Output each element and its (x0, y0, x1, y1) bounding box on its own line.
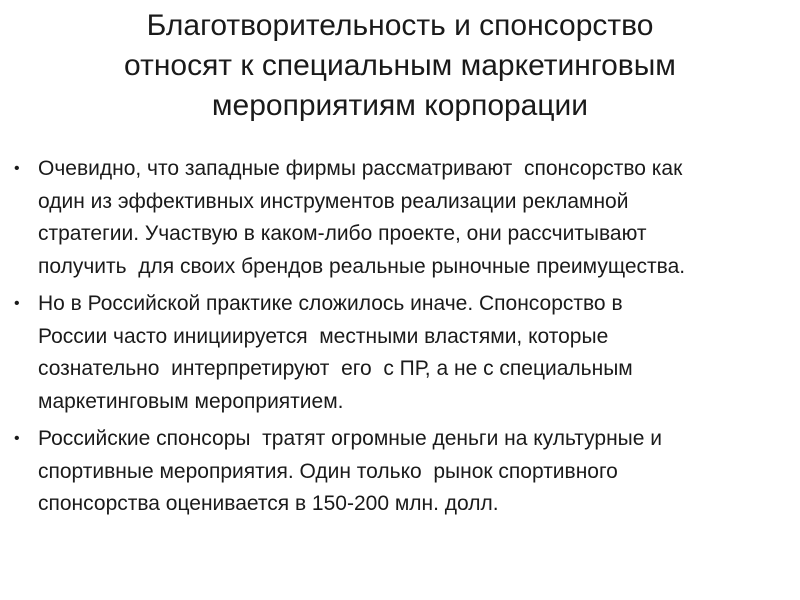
bullet-list (12, 153, 787, 526)
title-line: Благотворительность и спонсорство (146, 9, 654, 42)
bullet-item (12, 153, 787, 283)
bullet-text-line: Очевидно, что западные фирмы рассматривают спонсорство как (38, 157, 683, 180)
bullet-text-line: спонсорства оценивается в 150-200 млн. долл. (38, 492, 499, 515)
bullet-icon: • (14, 430, 20, 447)
bullet-icon: • (14, 160, 20, 177)
slide-title (40, 6, 760, 126)
bullet-item (12, 423, 787, 521)
bullet-item (12, 288, 787, 418)
bullet-text-line: Но в Российской практике сложилось иначе. Спонсорство в (38, 292, 623, 315)
bullet-icon: • (14, 295, 20, 312)
bullet-text-line: маркетинговым мероприятием. (38, 389, 344, 413)
bullet-text-line: получить для своих брендов реальные рыночные преимущества. (38, 254, 686, 278)
bullet-text-line: стратегии. Участвую в каком-либо проекте, они рассчитывают (38, 222, 647, 245)
bullet-text-line: Российские спонсоры тратят огромные деньги на культурные и (38, 427, 663, 450)
title-line: мероприятиям корпорации (211, 89, 589, 122)
bullet-text-line: один из эффективных инструментов реализации рекламной (38, 189, 629, 213)
title-line: относят к специальным маркетинговым (124, 49, 676, 82)
bullet-text-line: спортивные мероприятия. Один только рынок спортивного (38, 459, 618, 483)
bullet-text-line: России часто инициируется местными властями, которые (38, 324, 609, 348)
bullet-text-line: сознательно интерпретируют его с ПР, а не с специальным (38, 357, 633, 380)
